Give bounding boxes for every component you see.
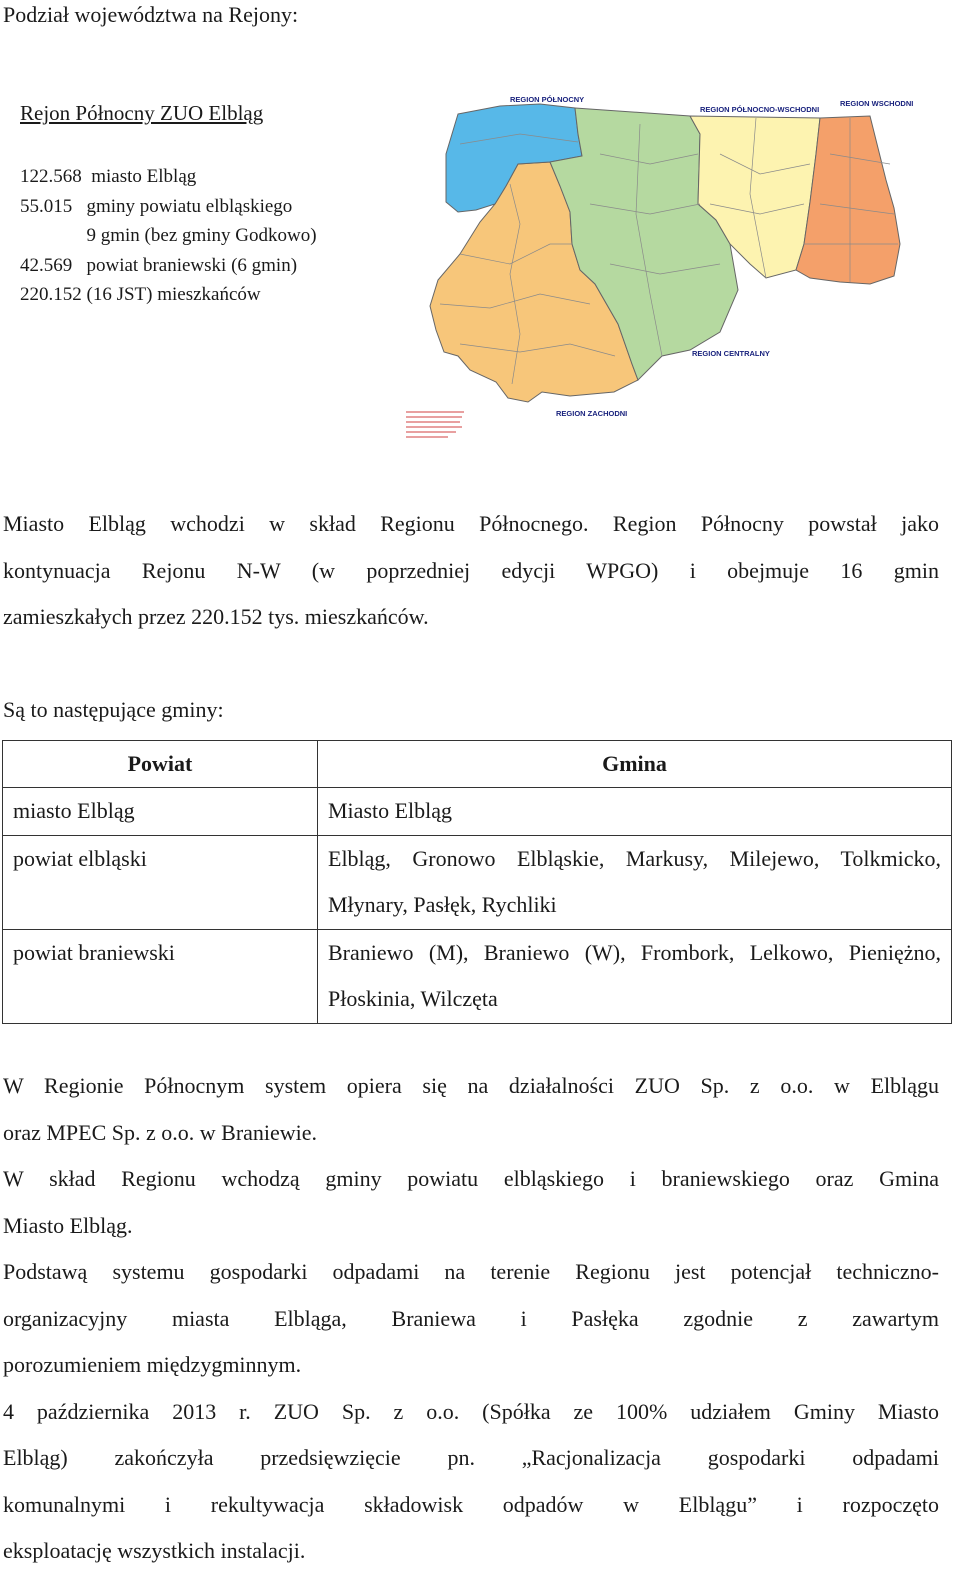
body-line: oraz MPEC Sp. z o.o. w Braniewie.: [3, 1119, 318, 1145]
summary-lines: [20, 162, 317, 310]
map-label-central: REGION CENTRALNY: [692, 349, 770, 358]
cell-powiat: powiat braniewski: [3, 929, 318, 1023]
body-line: Elbląg) zakończyła przedsięwzięcie pn. „Racjonalizacja gospodarki odpadami: [3, 1445, 939, 1470]
body-line: porozumieniem międzygminnym.: [3, 1352, 302, 1377]
table-row: [3, 835, 952, 929]
cell-powiat: miasto Elbląg: [3, 788, 318, 836]
table-row: [3, 788, 952, 836]
map-label-north: REGION PÓŁNOCNY: [510, 95, 585, 104]
paragraph-line: zamieszkałych przez 220.152 tys. mieszkańców.: [3, 604, 429, 629]
column-header-powiat: Powiat: [3, 741, 318, 788]
summary-line: 42.569 powiat braniewski (6 gmin): [20, 254, 298, 276]
paragraph-region: [3, 501, 939, 641]
body-line: eksploatację wszystkich instalacji.: [3, 1538, 306, 1563]
page-heading: Podział województwa na Rejony:: [3, 2, 299, 27]
body-line: 4 października 2013 r. ZUO Sp. z o.o. (Spółka ze 100% udziałem Gminy Miasto: [3, 1398, 939, 1424]
map-label-west: REGION ZACHODNI: [556, 409, 628, 418]
body-line: W Regionie Północnym system opiera się na działalności ZUO Sp. z o.o. w Elblągu: [3, 1073, 939, 1098]
cell-gmina: Elbląg, Gronowo Elbląskie, Markusy, Milejewo, Tolkmicko, Młynary, Pasłęk, Rychliki: [318, 835, 952, 929]
cell-gmina: Braniewo (M), Braniewo (W), Frombork, Lelkowo, Pieniężno, Płoskinia, Wilczęta: [318, 929, 952, 1023]
gminy-table: [2, 740, 952, 1024]
column-header-gmina: Gmina: [318, 741, 952, 788]
cell-gmina: Miasto Elbląg: [318, 788, 952, 836]
summary-line: 9 gmin (bez gminy Godkowo): [20, 225, 317, 247]
summary-line: 122.568 miasto Elbląg: [20, 166, 197, 187]
map-label-east: REGION WSCHODNI: [840, 99, 914, 108]
table-header-row: [3, 741, 952, 788]
cell-powiat: powiat elbląski: [3, 835, 318, 929]
summary-line: 55.015 gminy powiatu elbląskiego: [20, 195, 293, 217]
body-text: [3, 1063, 939, 1575]
body-line: Miasto Elbląg.: [3, 1212, 133, 1238]
body-line: W skład Regionu wchodzą gminy powiatu elbląskiego i braniewskiego oraz Gmina: [3, 1166, 939, 1191]
body-line: organizacyjny miasta Elbląga, Braniewa i Pasłęka zgodnie z zawartym: [3, 1305, 939, 1331]
body-line: komunalnymi i rekultywacja składowisk odpadów w Elblągu” i rozpoczęto: [3, 1491, 939, 1517]
table-row: [3, 929, 952, 1023]
table-intro: Są to następujące gminy:: [3, 697, 224, 722]
paragraph-line: kontynuacja Rejonu N-W (w poprzedniej edycji WPGO) i obejmuje 16 gmin: [3, 557, 939, 583]
map-legend-graphic: [406, 412, 464, 437]
region-map: [400, 94, 935, 450]
body-line: Podstawą systemu gospodarki odpadami na terenie Regionu jest potencjał techniczno-: [3, 1259, 939, 1284]
map-label-north-east: REGION PÓŁNOCNO-WSCHODNI: [700, 105, 820, 114]
summary-title: Rejon Północny ZUO Elbląg: [20, 101, 264, 125]
summary-line: 220.152 (16 JST) mieszkańców: [20, 284, 261, 306]
paragraph-line: Miasto Elbląg wchodzi w skład Regionu Północnego. Region Północny powstał jako: [3, 511, 939, 536]
